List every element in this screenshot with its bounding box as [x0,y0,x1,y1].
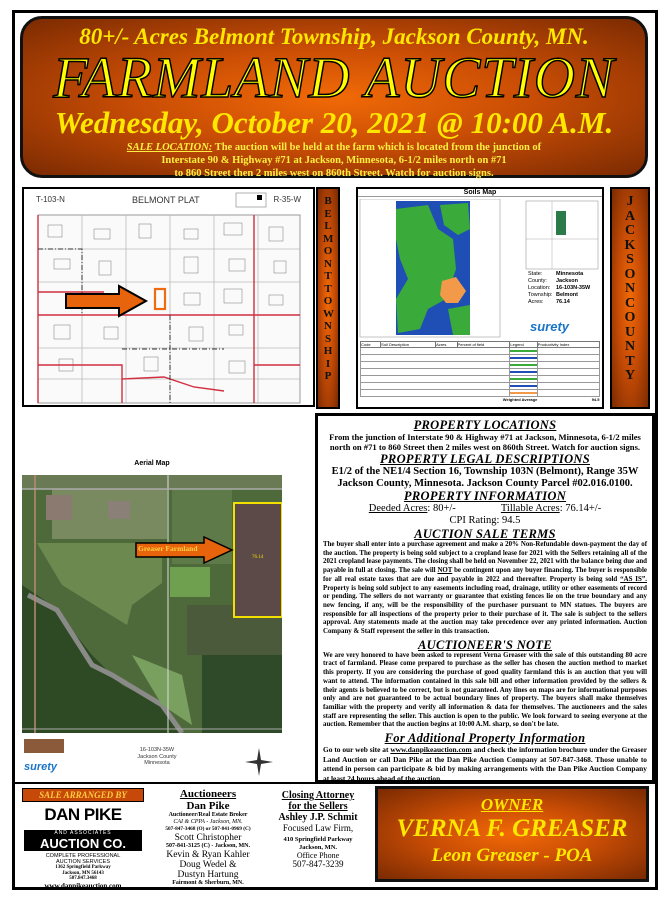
meta-value: Belmont [556,292,578,298]
company-address: 1362 Springfield Parkway [55,865,111,870]
logo-services: COMPLETE PROFESSIONAL AUCTION SERVICES [45,853,121,865]
logo-line2: AND ASSOCIATES [24,830,142,836]
auctioneers-note-text: We are very honored to have been asked to represent Verna Greaser with the sale of this outstanding 80 acre tract of farmland. Please come prepared to purchase as the seller has chosen the auction method to market this property. If you are considering the purchase of good quality farmland this is an auction that you will want to attend. The information contained in this sale bill and other information provided by the sellers & their agents is believed to be correct, but is not guaranteed. Any lines on maps are for informational purposes only and are not guaranteed to be actual boundary lines of property. The buyers shall make themselves familiar with the property and verify all information & data for themselves. The auctioneers and the sales staff are representing the seller. This auction is open to the public. We look forward to seeing everyone at the auction. Remember that the auction begins at 10:00 A.M. sharp, so don't be late. [323,651,647,729]
auction-date: Wednesday, October 20, 2021 @ 10:00 A.M. [54,105,614,140]
owner-name: VERNA F. GREASER [396,815,628,842]
soils-table-header [361,342,600,348]
company-logo [24,739,64,753]
soils-meta-row [528,278,590,285]
attorney-phone: 507-847-3239 [292,859,344,869]
soils-map-title: Soils Map [358,189,602,197]
soils-meta [528,271,590,306]
legal-line-1: E1/2 of the NE1/4 Section 16, Township 103N (Belmont), Range 35W [331,466,639,477]
closing-attorney-block [267,790,369,869]
compass-icon [244,747,274,777]
meta-key: State: [528,271,543,277]
attorney-title: for the Sellers [288,801,348,812]
page-title: FARMLAND AUCTION [53,45,615,110]
sale-location-line: Interstate 90 & Highway #71 at Jackson, Minnesota, 6-1/2 miles north on #71 [161,155,507,166]
auctioneers-note-title: AUCTIONEER'S NOTE [418,637,552,652]
legal-line-2: Jackson County, Minnesota. Jackson County Parcel #02.016.0100. [337,477,633,489]
more-part: and check the information brochure under the Greaser Land Auction or call Dan Pike at the Dan Pike Auction Company at 507-847-3468. Those unable to attend in person can participate & bid by making arrangements with the Dan Pike Auction Company at least 24 hours ahead of the auction. [323,745,647,783]
dan-pike-logo [24,805,142,890]
auctioneer-name: Doug Wedel & [179,860,237,870]
soils-meta-row [528,299,590,306]
auctioneers-title: Auctioneers [179,788,237,800]
terms-as-is: “AS IS”. [620,575,647,583]
meta-key: Location: [528,285,551,291]
sale-location-line: The auction will be held at the farm which is located from the junction of [212,142,542,153]
legal-descriptions-title: PROPERTY LEGAL DESCRIPTIONS [380,452,590,466]
soils-meta-row [528,285,590,292]
plat-map [22,187,315,407]
company-city: Jackson, MN 56143 [62,870,104,876]
additional-info-title: For Additional Property Information [384,731,586,746]
belmont-township-label: BELMONT TOWNSHIP [323,195,335,382]
meta-value: 76.14 [556,299,570,305]
attorney-name: Ashley J.P. Schmit [278,812,358,823]
attorney-phone-label: Office Phone [296,851,340,860]
tillable-acres-value: : 76.14+/- [559,503,602,514]
company-phone: 507.847.3468 [69,876,97,881]
aerial-state: Minnesota [144,760,170,766]
meta-key: Township: [528,292,553,298]
soils-map [356,187,604,409]
auctioneer-name: Dustyn Hartung [177,870,239,880]
th: Code [361,342,381,348]
weighted-average-value: 94.5 [591,397,600,402]
attorney-title: Closing Attorney [281,790,355,801]
company-website[interactable]: www.danpikeauction.com [44,881,122,890]
terms-not: NOT [437,567,453,575]
sale-terms-text [323,541,647,637]
sale-arranged-by: SALE ARRANGED BY [22,788,144,802]
weighted-average-label: Weighted Average [502,397,538,402]
sale-terms-title: AUCTION SALE TERMS [414,527,556,541]
th: Legend [510,342,537,348]
auctioneer-location: Fairmont & Sherburn, MN. [172,880,244,886]
deeded-acres-label: Deeded Acres [368,503,428,514]
property-locations-title: PROPERTY LOCATIONS [413,418,557,432]
meta-value: Jackson [556,278,579,284]
sale-location-label: SALE LOCATION: [126,142,213,153]
property-information-title: PROPERTY INFORMATION [403,489,567,503]
surety-logo: surety [530,319,570,334]
th: Acres [436,342,457,348]
additional-info-text [323,745,647,783]
jackson-county-label: JACKSON COUNTY [624,194,639,383]
plat-township: T-103-N [36,195,65,204]
attorney-city: Jackson, MN. [298,844,338,851]
attorney-address: 410 Springfield Parkway [283,836,353,843]
greaser-farmland-label: Greaser Farmland [138,544,198,553]
auctioneer-cert: CAI & CPPA - Jackson, MN. [173,819,243,825]
soils-table [360,341,600,402]
website-link[interactable]: www.danpikeauction.com [390,745,472,755]
cpi-rating: CPI Rating: 94.5 [449,514,521,526]
auctioneer-title: Auctioneer/Real Estate Broker [168,812,248,818]
acres-row [323,503,647,515]
plat-drawing [24,189,313,405]
th: Percent of field [457,342,510,348]
sale-location-line: to 860 Street then 2 miles west on 860th Street. Watch for auction signs. [174,168,494,179]
field-acres: 76.14 [252,555,264,560]
aerial-map-title: Aerial Map [134,460,170,467]
auctioneers-block [148,788,268,887]
deeded-acres-value: : 80+/- [427,503,456,514]
terms-part: The buyer shall enter into a purchase agreement and make a 20% Non-Refundable down-payment the day of the auction. The property is being sold subject to a cropland lease for 2021 with the Sellers retaining all of the 2021 cropland lease payments. The closing shall be held on November 22, 2021 with the balance being due and payable in full at closing. The sale will [323,541,647,575]
th: Soil Description [381,342,436,348]
terms-part: be contingent upon any buyer financing. The buyer is responsible for all real estate taxes that are due and payable in 2022 and thereafter. Property is being sold [323,567,647,583]
owner-poa: Leon Greaser - POA [431,845,593,866]
aerial-photo [22,475,282,733]
aerial-map [22,475,282,733]
tillable-acres-label: Tillable Acres [500,503,560,514]
jackson-county-bar [610,187,650,409]
surety-logo: surety [24,761,58,773]
terms-part: Property is being sold subject to any easements including road, drainage, utility or other easements of record or pending. The sellers do not warranty or guarantee that existing fences lie on the true boundary and any new fencing, if any, will be the responsibility of the purchaser pursuant to MN statues. The buyers are responsible for all inspections of the property prior to their purchase of it. The sale is subject to the sellers approval. Any statements made at the auction may take precedence over any printed information. Auction Company & Staff represent the seller in this transaction. [323,584,647,636]
auctioneer-name: Scott Christopher [174,833,242,843]
soils-meta-row [528,271,590,278]
owner-box [375,786,649,882]
plat-range: R-35-W [273,195,301,204]
soils-meta-row [528,292,590,299]
logo-line3: AUCTION CO. [24,836,142,851]
owner-label: OWNER [480,795,544,814]
meta-value: Minnesota [556,271,584,277]
auctioneer-name: Kevin & Ryan Kahler [166,850,250,860]
sale-location [23,141,645,180]
meta-key: County: [528,278,547,284]
meta-value: 16-103N-35W [556,285,591,291]
property-locations-text: From the junction of Interstate 90 & Highway #71 at Jackson, Minnesota, 6-1/2 miles north on #71 to 860 Street then 2 miles west on 860th Street. Watch for auction signs. [329,432,641,452]
aerial-county: Jackson County [137,753,177,760]
more-part: Go to our web site at [323,745,391,755]
aerial-location: 16-103N-35W [139,747,175,753]
th: Productivity Index [537,342,599,348]
belmont-township-bar [316,187,340,409]
auctioneer-phone: 507-847-3468 (O) or 507-841-0969 (C) [165,826,251,832]
plat-title: BELMONT PLAT [132,195,200,205]
attorney-firm: Focused Law Firm, [282,823,354,833]
soils-drawing [358,199,602,339]
logo-line1: DAN PIKE [44,805,122,824]
auctioneer-phone: 507-841-3125 (C) - Jackson, MN. [166,843,250,849]
header-banner [20,16,648,178]
header-subtitle: 80+/- Acres Belmont Township, Jackson County, MN. [79,24,589,49]
meta-key: Acres: [528,299,544,305]
auctioneer-name: Dan Pike [186,800,230,812]
aerial-map-footer [22,733,282,781]
property-info-panel [315,413,655,783]
